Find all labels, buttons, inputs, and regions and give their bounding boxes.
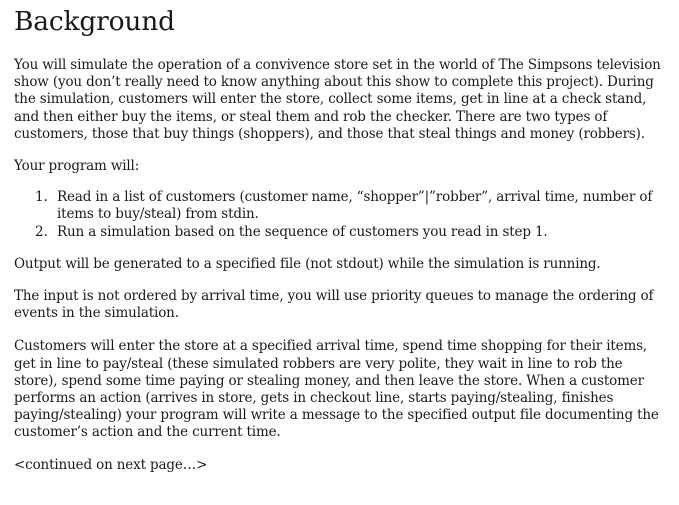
continued-note: <continued on next page…> bbox=[14, 456, 208, 473]
input-paragraph: The input is not ordered by arrival time, you will use priority queues to manage the ordering of events in the simulation. bbox=[14, 288, 654, 322]
list-item-number: 1. bbox=[35, 189, 48, 206]
page-title: Background bbox=[14, 6, 175, 37]
document-page bbox=[14, 0, 666, 474]
list-item bbox=[14, 224, 666, 241]
list-item-text: Run a simulation based on the sequence of customers you read in step 1. bbox=[57, 223, 548, 240]
output-paragraph: Output will be generated to a specified file (not stdout) while the simulation is running. bbox=[14, 255, 601, 272]
steps-list bbox=[14, 189, 666, 241]
list-item-text: Read in a list of customers (customer name, “shopper”|”robber”, arrival time, number of items to buy/steal) from stdin. bbox=[57, 189, 653, 223]
program-will-paragraph: Your program will: bbox=[14, 158, 140, 175]
list-item bbox=[14, 189, 666, 223]
intro-paragraph: You will simulate the operation of a convivence store set in the world of The Simpsons television show (you don’t really need to know anything about this show to complete this project). During the simulation, customers will enter the store, collect some items, get in line at a check stand, and then either buy the items, or steal them and rob the checker. There are two types of customers, those that buy things (shoppers), and those that steal things and money (robbers). bbox=[14, 57, 661, 142]
customers-paragraph: Customers will enter the store at a specified arrival time, spend time shopping for their items, get in line to pay/steal (these simulated robbers are very polite, they wait in line to rob the store), spend some time paying or stealing money, and then leave the store. When a customer performs an action (arrives in store, gets in checkout line, starts paying/stealing, finishes paying/stealing) your program will write a message to the specified output file documenting the customer’s action and the current time. bbox=[14, 338, 659, 441]
list-item-number: 2. bbox=[35, 223, 48, 240]
